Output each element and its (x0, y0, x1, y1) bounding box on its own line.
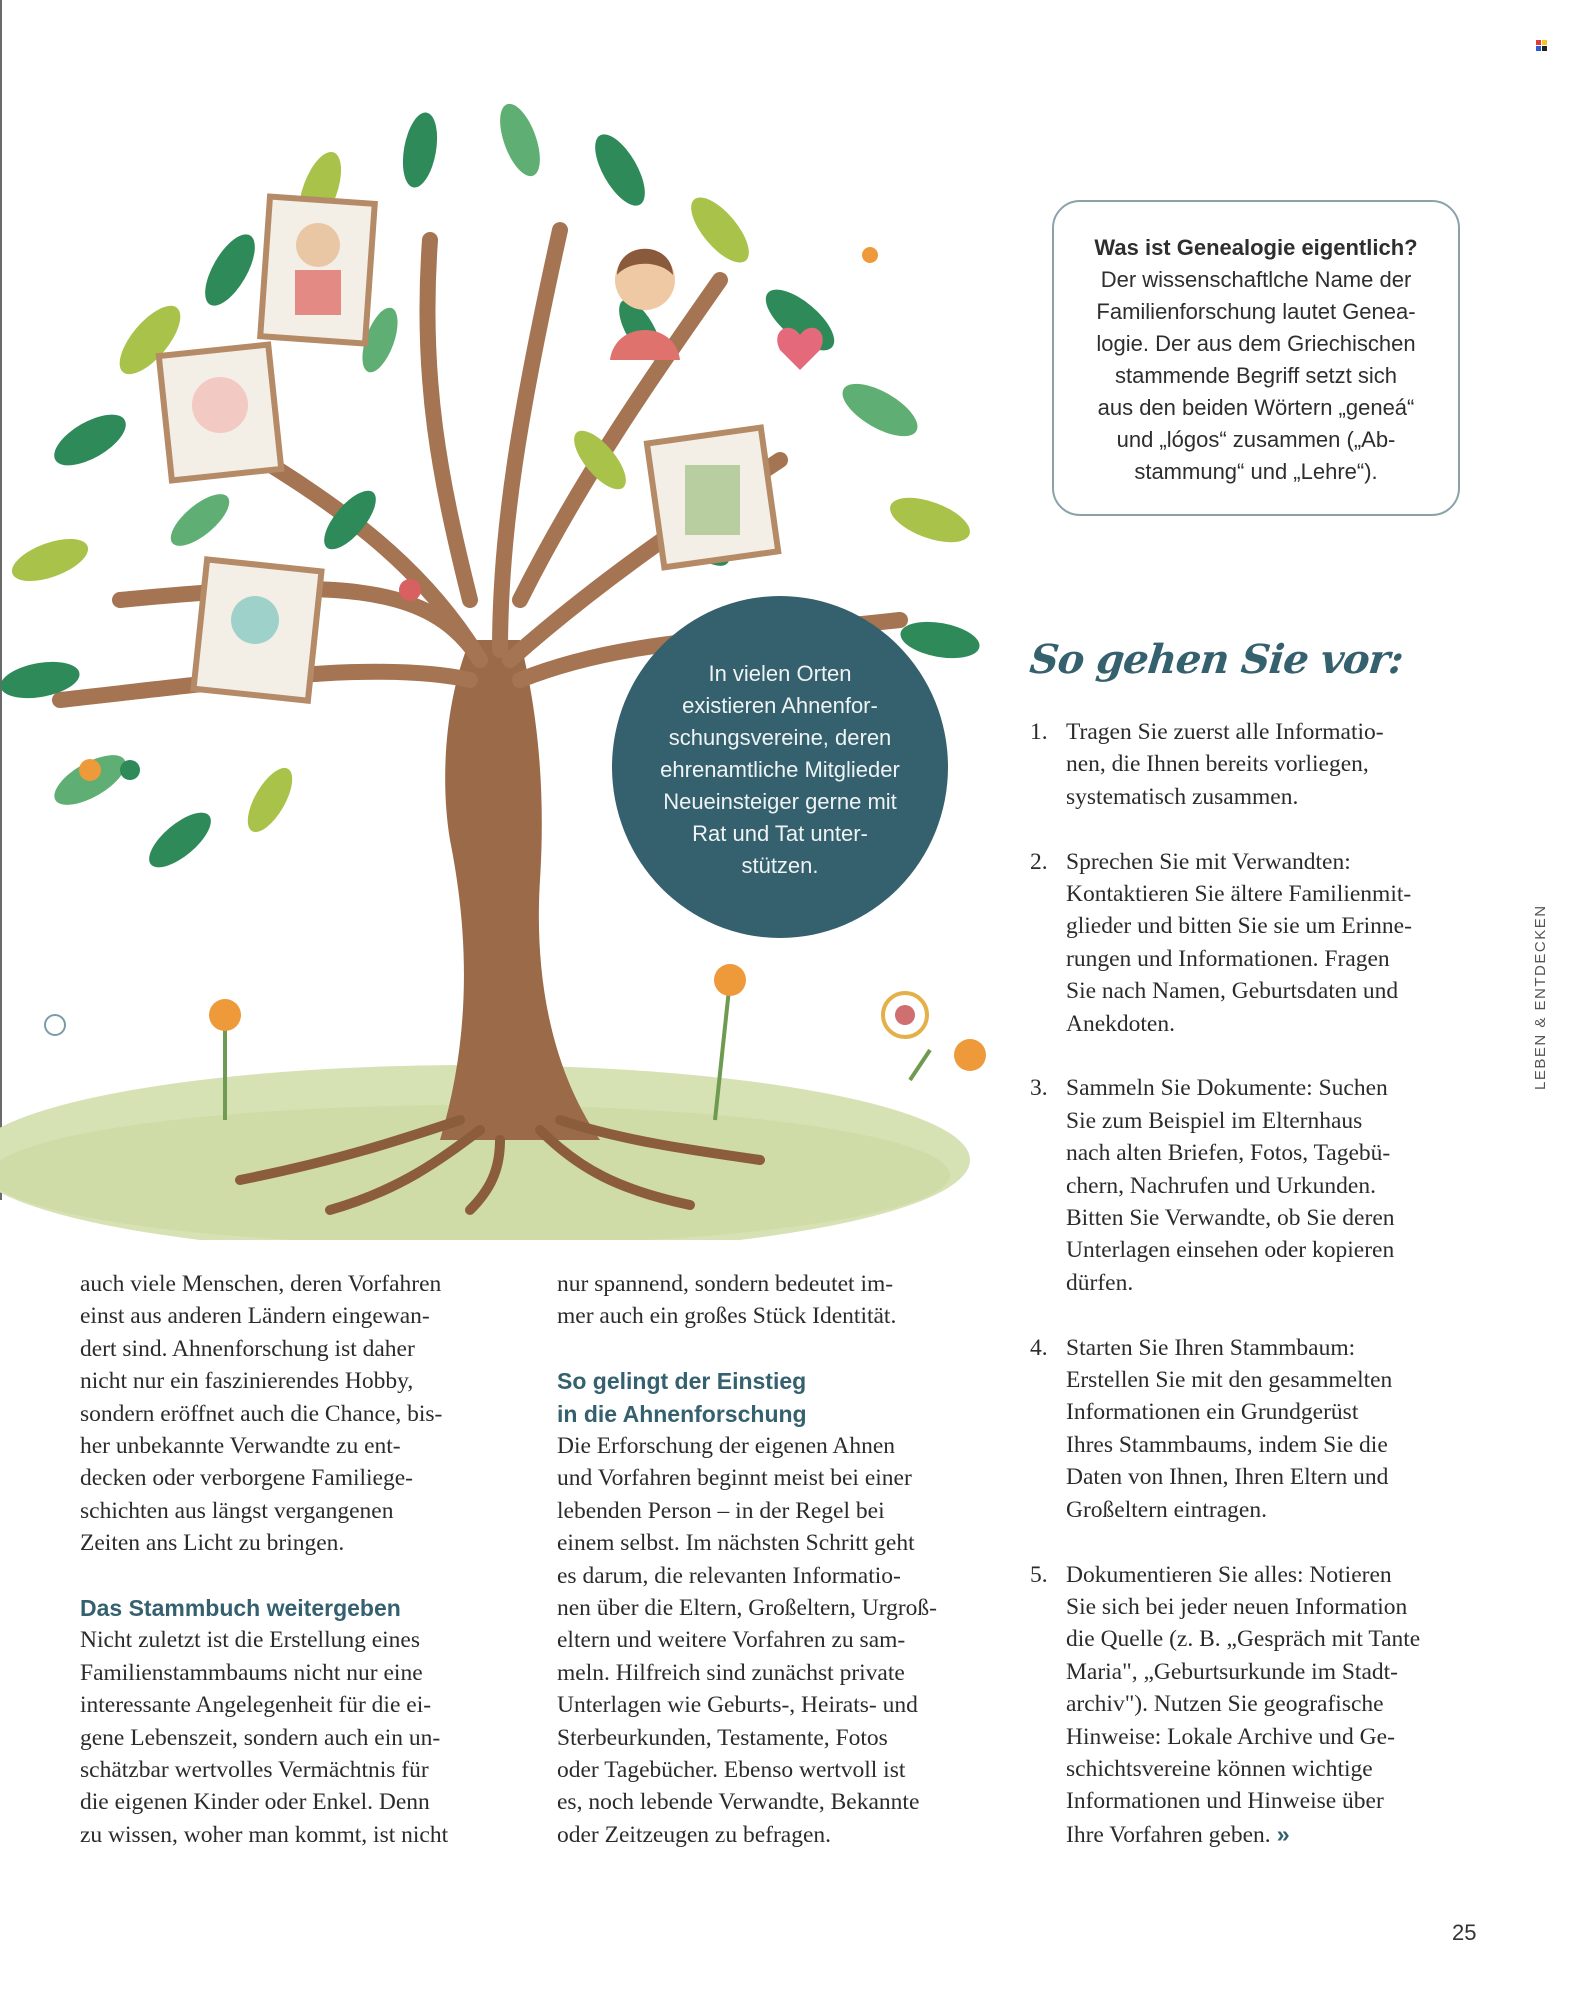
section-heading: Das Stammbuch weitergeben (80, 1595, 401, 1622)
body-line: dert sind. Ahnenforschung ist daher (80, 1335, 415, 1362)
body-line: Sterbeurkunden, Testamente, Fotos (557, 1724, 888, 1751)
info-box-title: Was ist Genealogie eigentlich? (1094, 235, 1418, 260)
step-number: 2. (1030, 848, 1048, 875)
article-column-1 (80, 1268, 540, 1851)
info-box-line: logie. Der aus dem Griechischen (1096, 331, 1416, 356)
body-line: Die Erforschung der eigenen Ahnen (557, 1433, 896, 1460)
step-line: systematisch zusammen. (1066, 783, 1299, 810)
body-line: nur spannend, sondern bedeutet im- (557, 1271, 894, 1297)
paragraph-gap (80, 1560, 540, 1592)
step-line: Sie sich bei jeder neuen Information (1066, 1593, 1408, 1620)
step-line: nen, die Ihnen bereits vorliegen, (1066, 751, 1369, 778)
step-line: Unterlagen einsehen oder kopieren (1066, 1237, 1395, 1264)
callout-line: ehrenamtliche Mitglieder (660, 757, 900, 782)
body-line: es darum, die relevanten Informatio- (557, 1562, 901, 1589)
step-line (1066, 1818, 1490, 1851)
step-line: Sprechen Sie mit Verwandten: (1066, 848, 1351, 875)
info-box-line: Familienforschung lautet Genea- (1096, 299, 1416, 324)
info-box-line: stammung“ und „Lehre“). (1134, 459, 1378, 484)
body-line: und Vorfahren beginnt meist bei einer (557, 1465, 912, 1492)
body-line: Familienstammbaums nicht nur eine (80, 1659, 423, 1686)
step-line: die Quelle (z. B. „Gespräch mit Tante (1066, 1626, 1421, 1653)
info-box-line: aus den beiden Wörtern „geneá“ (1097, 395, 1415, 420)
step-item (1030, 1072, 1490, 1299)
body-line: gene Lebenszeit, sondern auch ein un- (80, 1724, 441, 1751)
body-line: auch viele Menschen, deren Vorfahren (80, 1271, 442, 1297)
callout-line: existieren Ahnenfor- (682, 693, 878, 718)
step-line: Hinweise: Lokale Archive und Ge- (1066, 1723, 1395, 1750)
callout-line: Rat und Tat unter- (692, 821, 868, 846)
tree-trunk (440, 640, 600, 1140)
body-line: meln. Hilfreich sind zunächst private (557, 1659, 905, 1686)
step-line: Anekdoten. (1066, 1010, 1175, 1037)
step-line: Tragen Sie zuerst alle Informatio- (1066, 719, 1384, 745)
step-line: Starten Sie Ihren Stammbaum: (1066, 1334, 1356, 1361)
associations-callout (612, 596, 948, 938)
page-number: 25 (1452, 1920, 1477, 1945)
step-line: Kontaktieren Sie ältere Familienmit- (1066, 881, 1412, 908)
step-line: Sammeln Sie Dokumente: Suchen (1066, 1075, 1388, 1102)
step-line: archiv"). Nutzen Sie geografische (1066, 1691, 1384, 1718)
step-line: Sie nach Namen, Geburtsdaten und (1066, 978, 1399, 1005)
body-line: es, noch lebende Verwandte, Bekannte (557, 1789, 920, 1816)
step-line: schichtsvereine können wichtige (1066, 1755, 1373, 1782)
body-line: sondern eröffnet auch die Chance, bis- (80, 1400, 443, 1427)
body-line: interessante Angelegenheit für die ei- (80, 1692, 432, 1719)
section-heading: So gelingt der Einstieg (557, 1368, 807, 1395)
steps-list (1030, 716, 1490, 1884)
step-item (1030, 1559, 1490, 1852)
step-line: Großeltern eintragen. (1066, 1496, 1267, 1523)
step-item (1030, 1332, 1490, 1526)
body-line: eltern und weitere Vorfahren zu sam- (557, 1627, 906, 1654)
step-item (1030, 716, 1490, 813)
step-item (1030, 846, 1490, 1040)
callout-line: stützen. (741, 853, 819, 878)
body-line: zu wissen, woher man kommt, ist nicht (80, 1821, 449, 1848)
step-line: Informationen ein Grundgerüst (1066, 1399, 1359, 1426)
step-number: 3. (1030, 1075, 1048, 1102)
step-line: Daten von Ihnen, Ihren Eltern und (1066, 1464, 1389, 1491)
article-column-2 (557, 1268, 1017, 1851)
body-line: Zeiten ans Licht zu bringen. (80, 1530, 345, 1557)
body-line: her unbekannte Verwandte zu ent- (80, 1433, 401, 1460)
print-registration-mark (1536, 40, 1548, 52)
body-line: schichten aus längst vergangenen (80, 1497, 394, 1524)
body-line: die eigenen Kinder oder Enkel. Denn (80, 1789, 430, 1816)
body-line: einst aus anderen Ländern eingewan- (80, 1303, 430, 1330)
step-line: Ihres Stammbaums, indem Sie die (1066, 1431, 1388, 1458)
step-line-text: Ihre Vorfahren geben. (1066, 1821, 1271, 1848)
step-number: 1. (1030, 719, 1048, 745)
info-box-line: Der wissenschaftlche Name der (1100, 267, 1412, 292)
step-line: chern, Nachrufen und Urkunden. (1066, 1172, 1376, 1199)
callout-line: In vielen Orten (708, 661, 852, 686)
body-line: mer auch ein großes Stück Identität. (557, 1303, 897, 1330)
step-line: nach alten Briefen, Fotos, Tagebü- (1066, 1140, 1391, 1167)
info-box-line: und „lógos“ zusammen („Ab- (1116, 427, 1396, 452)
step-line: Bitten Sie Verwandte, ob Sie deren (1066, 1205, 1395, 1232)
callout-line: schungsvereine, deren (668, 725, 892, 750)
step-line: Erstellen Sie mit den gesammelten (1066, 1367, 1393, 1394)
body-line: schätzbar wertvolles Vermächtnis für (80, 1757, 429, 1784)
step-line: dürfen. (1066, 1269, 1134, 1296)
body-line: Nicht zuletzt ist die Erstellung eines (80, 1627, 421, 1654)
body-line: einem selbst. Im nächsten Schritt geht (557, 1530, 915, 1557)
continue-arrow-icon: » (1276, 1820, 1290, 1847)
steps-heading: So gehen Sie vor: (1027, 636, 1406, 683)
step-line: glieder und bitten Sie sie um Erinne- (1066, 913, 1412, 940)
step-line: Dokumentieren Sie alles: Notieren (1066, 1561, 1392, 1588)
body-line: decken oder verborgene Familiege- (80, 1465, 413, 1492)
section-side-label: LEBEN & ENTDECKEN (1532, 904, 1549, 1090)
step-line: Sie zum Beispiel im Elternhaus (1066, 1107, 1363, 1134)
step-line: Informationen und Hinweise über (1066, 1788, 1384, 1815)
body-line: nicht nur ein faszinierendes Hobby, (80, 1368, 414, 1395)
info-box-line: stammende Begriff setzt sich (1114, 363, 1398, 388)
step-number: 4. (1030, 1334, 1048, 1361)
body-line: oder Zeitzeugen zu befragen. (557, 1821, 832, 1848)
body-line: oder Tagebücher. Ebenso wertvoll ist (557, 1757, 906, 1784)
section-heading: in die Ahnenforschung (557, 1400, 807, 1427)
genealogy-info-box (1052, 200, 1460, 516)
paragraph-gap (557, 1333, 1017, 1365)
step-number: 5. (1030, 1561, 1048, 1588)
body-line: lebenden Person – in der Regel bei (557, 1497, 885, 1524)
callout-line: Neueinsteiger gerne mit (663, 789, 897, 814)
step-line: Maria", „Geburtsurkunde im Stadt- (1066, 1658, 1398, 1685)
step-line: rungen und Informationen. Fragen (1066, 945, 1390, 972)
body-line: Unterlagen wie Geburts-, Heirats- und (557, 1692, 918, 1719)
body-line: nen über die Eltern, Großeltern, Urgroß- (557, 1595, 938, 1622)
